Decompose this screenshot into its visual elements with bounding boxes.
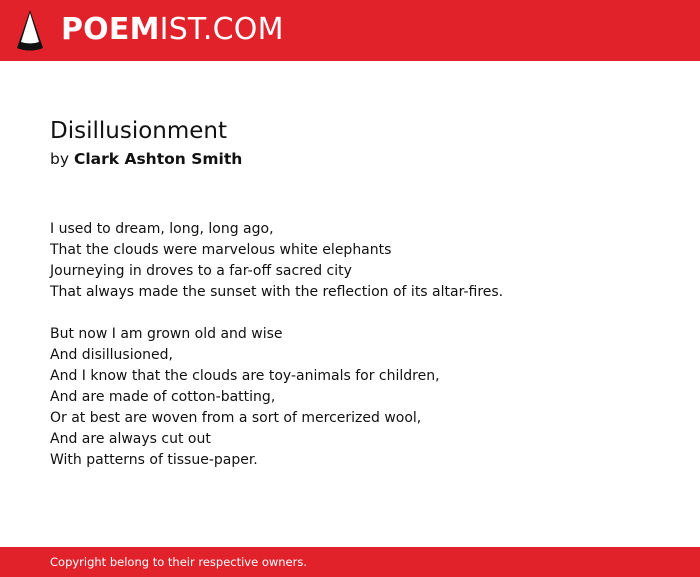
poem-line: Or at best are woven from a sort of mercerized wool, (50, 410, 422, 426)
author-name: Clark Ashton Smith (73, 150, 243, 168)
poem-body (50, 219, 670, 492)
site-header (0, 0, 700, 61)
by-label: by (50, 150, 70, 168)
poem-line: I used to dream, long, long ago, (50, 221, 274, 237)
poem-line: Journeying in droves to a far-off sacred city (50, 263, 352, 279)
stanza (50, 324, 670, 471)
poem-line: And are always cut out (50, 431, 211, 447)
poem-line: And are made of cotton-batting, (50, 389, 276, 405)
poem-line: And I know that the clouds are toy-animals for children, (50, 368, 440, 384)
poem-line: That always made the sunset with the reflection of its altar-fires. (50, 284, 504, 300)
brand-bold-text: POEM (61, 12, 160, 47)
brand-light-text: IST.COM (159, 12, 284, 47)
poem-line: But now I am grown old and wise (50, 326, 283, 342)
stanza (50, 219, 670, 303)
site-footer (0, 547, 700, 577)
byline (50, 149, 242, 169)
poem-line: With patterns of tissue-paper. (50, 452, 258, 468)
poem-line: That the clouds were marvelous white elephants (50, 242, 392, 258)
copyright-text: Copyright belong to their respective owners. (50, 555, 308, 569)
poem-title: Disillusionment (50, 118, 228, 144)
site-logo[interactable] (61, 13, 284, 47)
poem-line: And disillusioned, (50, 347, 173, 363)
pencil-icon[interactable] (16, 9, 44, 53)
